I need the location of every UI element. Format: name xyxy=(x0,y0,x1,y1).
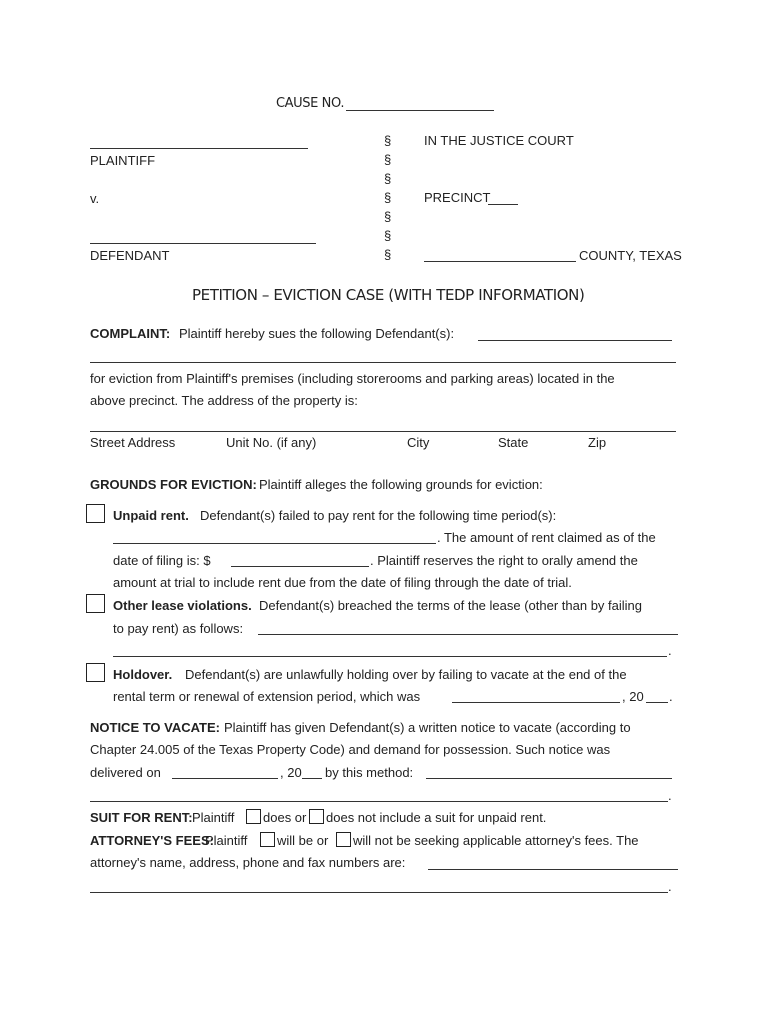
notice-line1: Plaintiff has given Defendant(s) a written notice to vacate (according to xyxy=(224,720,631,735)
suit-opt2: does not include a suit for unpaid rent. xyxy=(326,810,547,825)
section-symbol: § xyxy=(384,228,392,243)
holdover-label: Holdover. xyxy=(113,667,173,682)
attorney-line2: attorney's name, address, phone and fax numbers are: xyxy=(90,855,406,870)
defendant-label: DEFENDANT xyxy=(90,248,170,263)
attorney-plaintiff: Plaintiff xyxy=(205,833,248,848)
county-label: COUNTY, TEXAS xyxy=(579,248,682,263)
grounds-label: GROUNDS FOR EVICTION: xyxy=(90,477,257,492)
complaint-line2: for eviction from Plaintiff's premises (including storerooms and parking areas) located in the xyxy=(90,371,615,386)
period: . xyxy=(669,689,673,704)
holdover-checkbox[interactable] xyxy=(86,663,105,682)
precinct-label: PRECINCT xyxy=(424,190,491,205)
attorney-info-field[interactable] xyxy=(428,869,678,870)
unpaid-rent-line1: Defendant(s) failed to pay rent for the following time period(s): xyxy=(200,508,557,523)
other-violations-checkbox[interactable] xyxy=(86,594,105,613)
holdover-date-field[interactable] xyxy=(452,702,620,703)
notice-year-prefix: , 20 xyxy=(280,765,302,780)
property-address-field[interactable] xyxy=(90,431,676,432)
section-symbol: § xyxy=(384,133,392,148)
period: . xyxy=(668,788,672,803)
street-address-label: Street Address xyxy=(90,435,176,450)
county-field[interactable] xyxy=(424,261,576,262)
notice-method-field[interactable] xyxy=(426,778,672,779)
city-label: City xyxy=(407,435,430,450)
attorney-opt2: will not be seeking applicable attorney's fees. The xyxy=(353,833,639,848)
notice-line3c: by this method: xyxy=(325,765,414,780)
cause-no-field[interactable] xyxy=(346,110,494,111)
suit-does-checkbox[interactable] xyxy=(246,809,261,824)
attorney-will-not-checkbox[interactable] xyxy=(336,832,351,847)
violations-field[interactable] xyxy=(258,634,678,635)
period: . xyxy=(668,879,672,894)
unpaid-rent-line3b: . Plaintiff reserves the right to orally amend the xyxy=(370,553,638,568)
unit-label: Unit No. (if any) xyxy=(226,435,317,450)
other-violations-line2: to pay rent) as follows: xyxy=(113,621,244,636)
grounds-text: Plaintiff alleges the following grounds for eviction: xyxy=(259,477,543,492)
state-label: State xyxy=(498,435,529,450)
attorney-fees-label: ATTORNEY'S FEES: xyxy=(90,833,214,848)
unpaid-rent-line4: amount at trial to include rent due from the date of filing through the date of trial. xyxy=(113,575,572,590)
suit-does-not-checkbox[interactable] xyxy=(309,809,324,824)
unpaid-rent-checkbox[interactable] xyxy=(86,504,105,523)
notice-line2: Chapter 24.005 of the Texas Property Code) and demand for possession. Such notice was xyxy=(90,742,611,757)
holdover-line1: Defendant(s) are unlawfully holding over by failing to vacate at the end of the xyxy=(185,667,627,682)
attorney-will-checkbox[interactable] xyxy=(260,832,275,847)
complaint-line3: above precinct. The address of the property is: xyxy=(90,393,358,408)
other-violations-label: Other lease violations. xyxy=(113,598,252,613)
page-title: PETITION – EVICTION CASE (WITH TEDP INFORMATION) xyxy=(192,286,585,304)
complaint-label: COMPLAINT: xyxy=(90,326,171,341)
court-label: IN THE JUSTICE COURT xyxy=(424,133,574,148)
notice-method-field-2[interactable] xyxy=(90,801,668,802)
plaintiff-name-field[interactable] xyxy=(90,148,308,149)
suit-for-rent-label: SUIT FOR RENT: xyxy=(90,810,193,825)
violations-field-2[interactable] xyxy=(113,656,667,657)
holdover-year-field[interactable] xyxy=(646,702,668,703)
precinct-field[interactable] xyxy=(488,204,518,205)
defendants-field-2[interactable] xyxy=(90,362,676,363)
section-symbol: § xyxy=(384,190,392,205)
notice-line3a: delivered on xyxy=(90,765,161,780)
attorney-opt1: will be or xyxy=(277,833,329,848)
notice-label: NOTICE TO VACATE: xyxy=(90,720,220,735)
versus-label: v. xyxy=(90,191,100,206)
defendants-field[interactable] xyxy=(478,340,672,341)
attorney-info-field-2[interactable] xyxy=(90,892,668,893)
holdover-year-prefix: , 20 xyxy=(622,689,644,704)
unpaid-rent-label: Unpaid rent. xyxy=(113,508,189,523)
section-symbol: § xyxy=(384,171,392,186)
suit-plaintiff: Plaintiff xyxy=(192,810,235,825)
defendant-name-field[interactable] xyxy=(90,243,316,244)
cause-no-label: CAUSE NO. xyxy=(276,96,345,111)
period: . xyxy=(668,643,672,658)
section-symbol: § xyxy=(384,209,392,224)
notice-year-field[interactable] xyxy=(302,778,322,779)
section-symbol: § xyxy=(384,152,392,167)
other-violations-line1: Defendant(s) breached the terms of the lease (other than by failing xyxy=(259,598,642,613)
plaintiff-label: PLAINTIFF xyxy=(90,153,156,168)
holdover-line2a: rental term or renewal of extension period, which was xyxy=(113,689,421,704)
rent-amount-field[interactable] xyxy=(231,566,369,567)
section-symbol: § xyxy=(384,247,392,262)
unpaid-rent-line3a: date of filing is: $ xyxy=(113,553,211,568)
unpaid-rent-line2: . The amount of rent claimed as of the xyxy=(437,530,656,545)
suit-opt1: does or xyxy=(263,810,307,825)
notice-date-field[interactable] xyxy=(172,778,278,779)
zip-label: Zip xyxy=(588,435,607,450)
rent-period-field[interactable] xyxy=(113,543,436,544)
complaint-text: Plaintiff hereby sues the following Defendant(s): xyxy=(179,326,455,341)
